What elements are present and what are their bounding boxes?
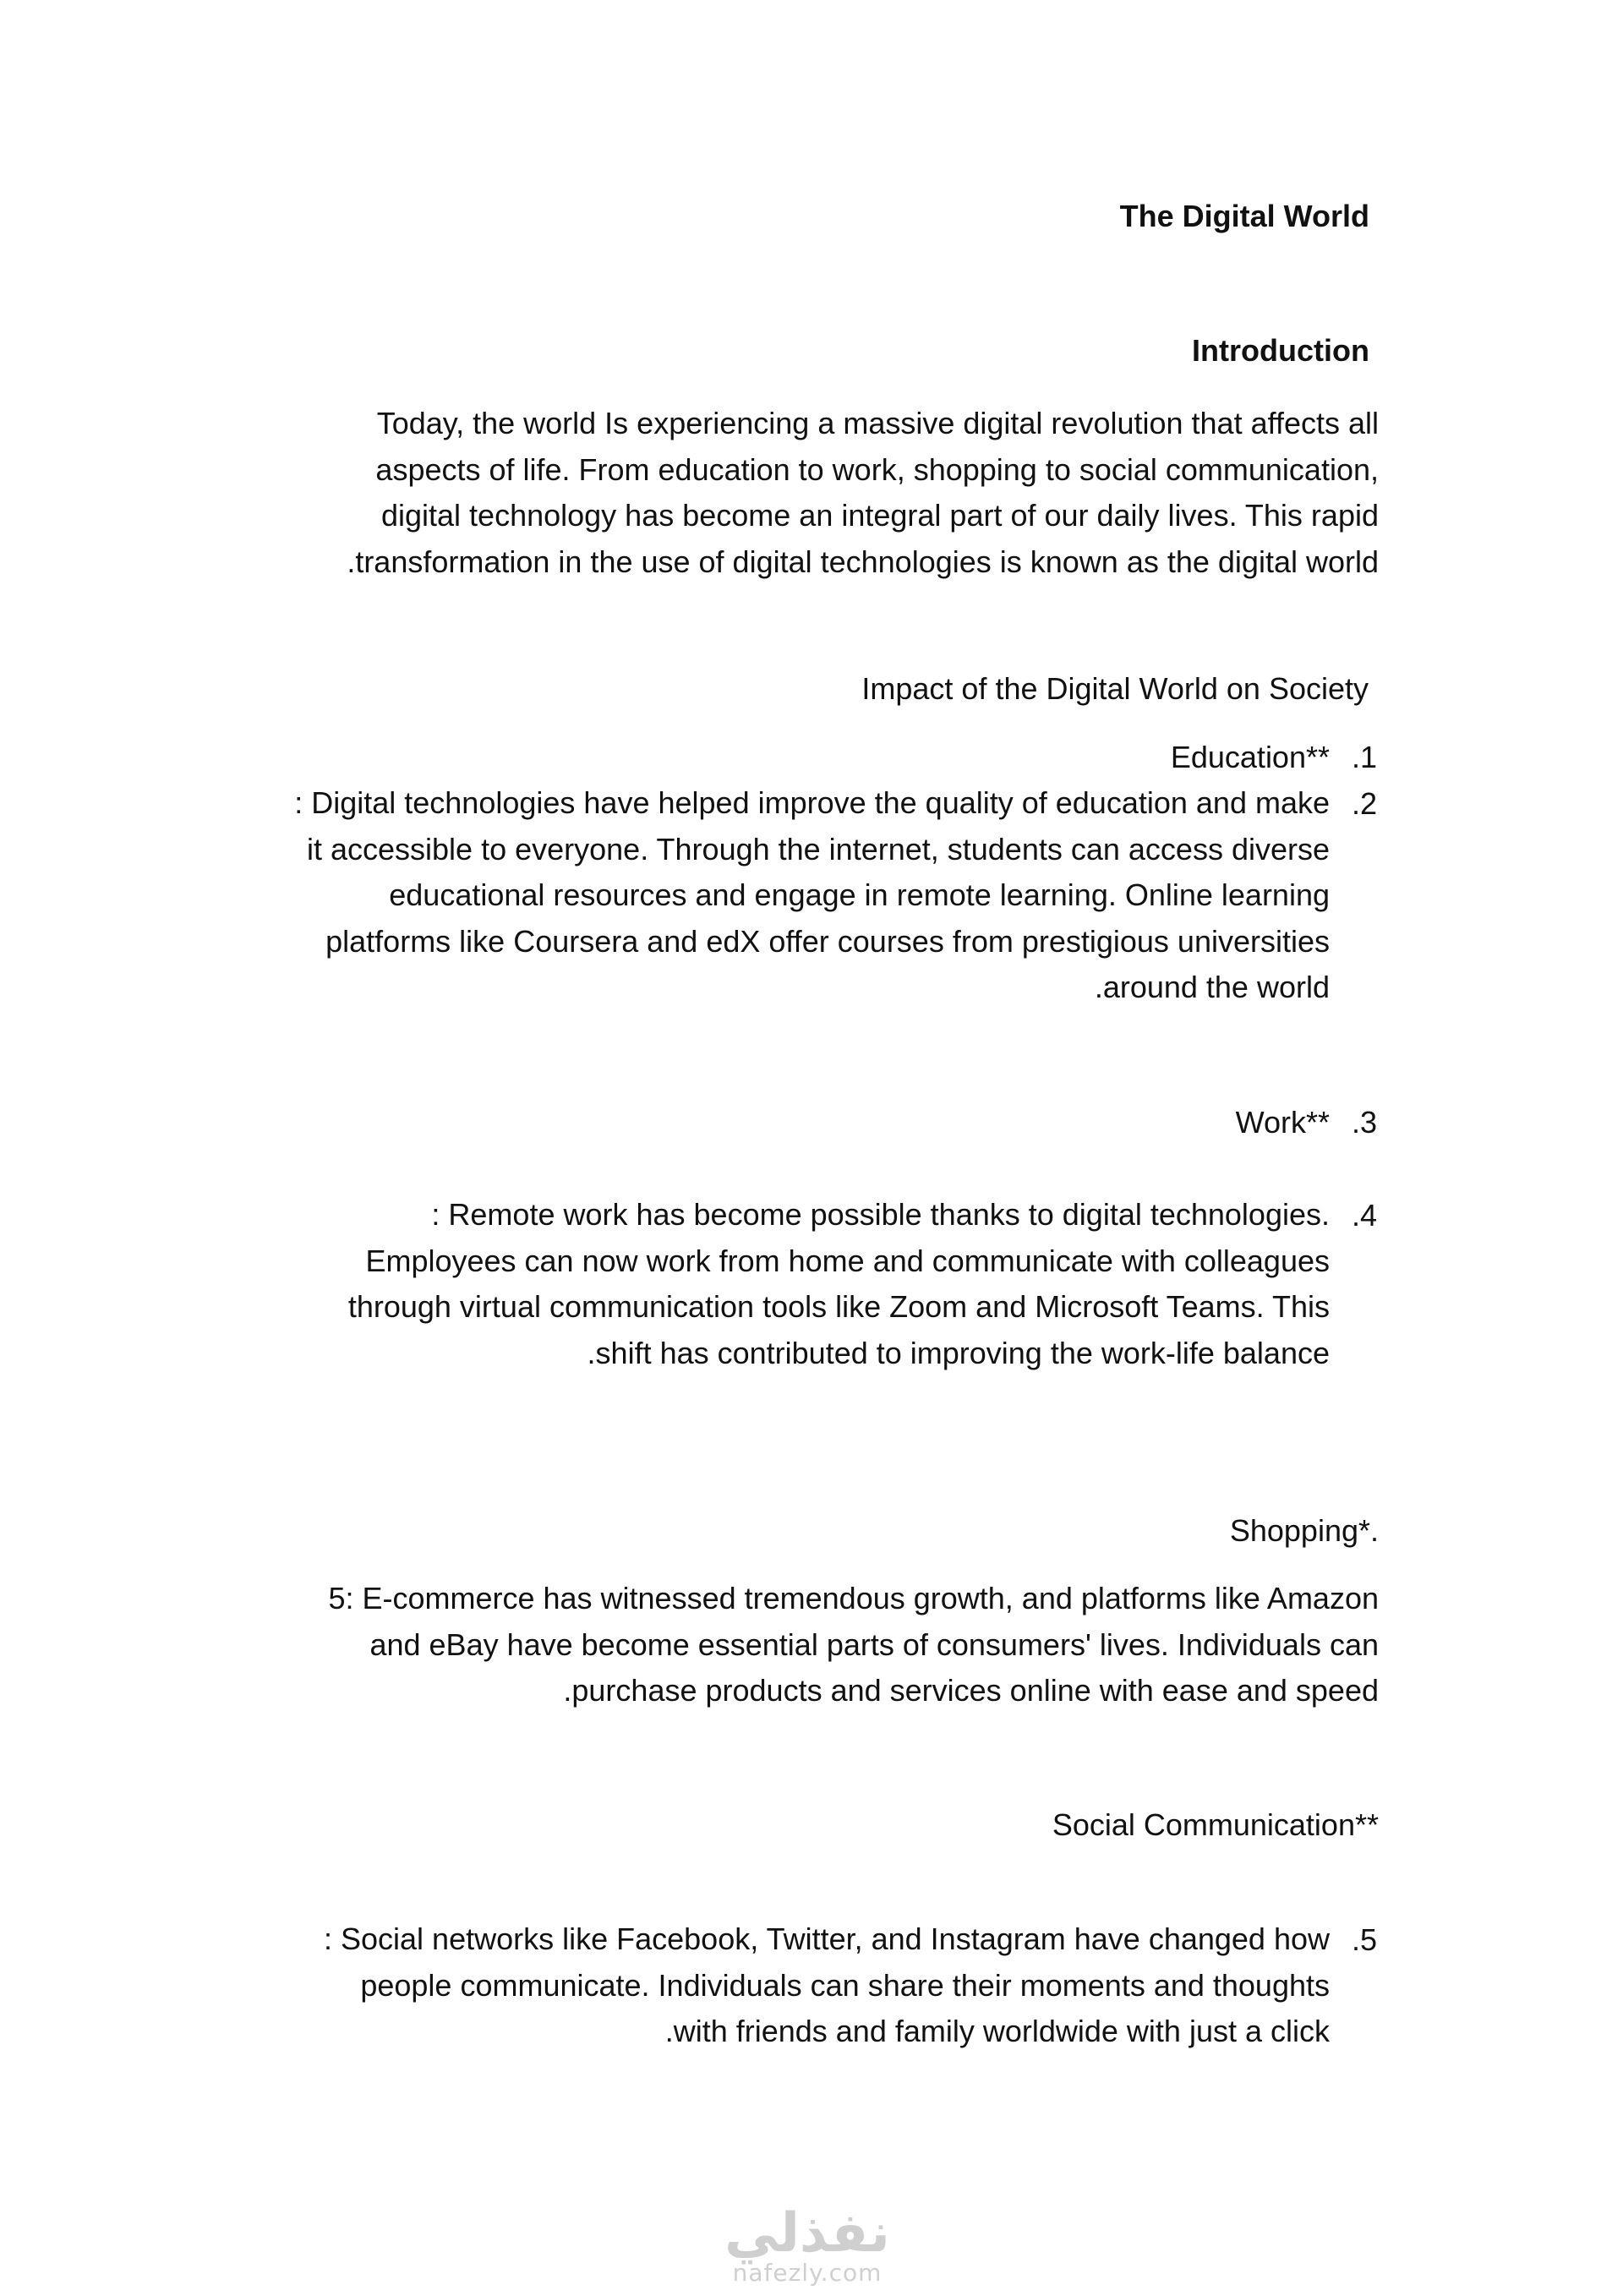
list-item-education: Education** — [1170, 740, 1330, 774]
intro-heading: Introduction — [1192, 333, 1369, 368]
list-item-work: Work** — [1235, 1105, 1330, 1140]
list-number-5: .5 — [1352, 1922, 1378, 1957]
list-item-education-description: : Digital technologies have helped improve the quality of education and make it accessible to everyone. Through the internet, students can access diverse educational resources and engage in remote learning. Online learning platforms like Coursera and edX offer courses from prestigious universities .around the world — [294, 785, 1330, 1004]
shopping-heading: Shopping*. — [1229, 1513, 1379, 1548]
nafezly-watermark — [714, 2202, 900, 2291]
list-item-social-description: : Social networks like Facebook, Twitter, and Instagram have changed how people communicate. Individuals can share their moments and thoughts .with friends and family worldwide with just a click — [324, 1922, 1330, 2048]
list-item-work-description: : Remote work has become possible thanks to digital technologies. Employees can now work from home and communicate with colleagues through virtual communication tools like Zoom and Microsoft Teams. This .shift has contributed to improving the work-life balance — [347, 1197, 1330, 1370]
intro-paragraph: Today, the world Is experiencing a massive digital revolution that affects all aspects of life. From education to work, shopping to social communication, digital technology has become an integral part of our daily lives. This rapid .transformation in the use of digital technologies is known as the digital world — [347, 406, 1379, 579]
document-title: The Digital World — [1119, 199, 1369, 233]
list-number-3: .3 — [1352, 1105, 1378, 1140]
shopping-paragraph: 5: E-commerce has witnessed tremendous growth, and platforms like Amazon and eBay have become essential parts of consumers' lives. Individuals can .purchase products and services online with ease and speed — [328, 1581, 1379, 1708]
impact-heading: Impact of the Digital World on Society — [861, 671, 1369, 706]
list-number-1: .1 — [1352, 740, 1378, 774]
social-communication-heading: Social Communication** — [1052, 1807, 1379, 1842]
watermark-arabic-logo: نفذلي — [724, 2202, 890, 2265]
list-number-4: .4 — [1352, 1198, 1378, 1233]
watermark-url: nafezly.com — [732, 2259, 883, 2287]
list-number-2: .2 — [1352, 786, 1378, 821]
